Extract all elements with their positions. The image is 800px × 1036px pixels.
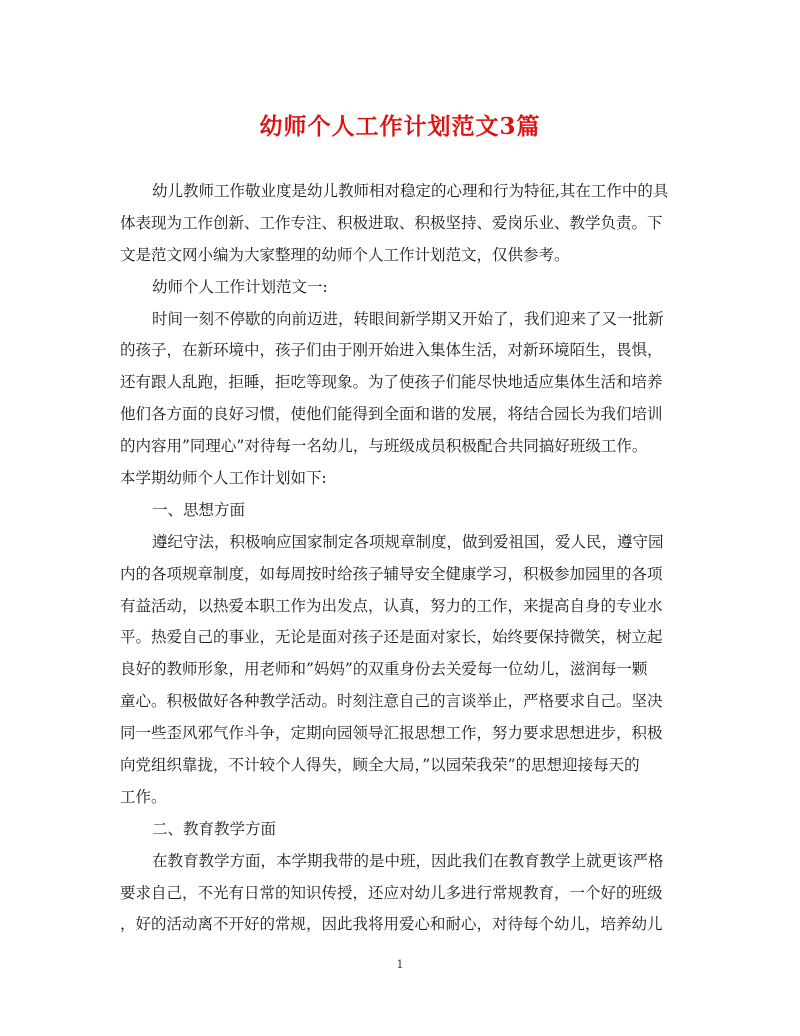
text-line: 体表现为工作创新、工作专注、积极进取、积极坚持、爱岗乐业、教学负责。下 [120, 213, 663, 232]
page-number: 1 [396, 958, 404, 971]
text-line: 有益活动，以热爱本职工作为出发点，认真，努力的工作，来提高自身的专业水 [120, 596, 663, 615]
text-line: 遵纪守法，积极响应国家制定各项规章制度，做到爱祖国，爱人民，遵守园 [152, 532, 664, 551]
section-heading: 一、思想方面 [152, 500, 246, 519]
text-line: 的孩子，在新环境中，孩子们由于刚开始进入集体生活，对新环境陌生，畏惧， [120, 341, 663, 360]
section-label: 幼师个人工作计划范文一: [152, 277, 328, 296]
text-line: 时间一刻不停歇的向前迈进，转眼间新学期又开始了，我们迎来了又一批新 [152, 309, 664, 328]
text-line: 文是范文网小编为大家整理的幼师个人工作计划范文，仅供参考。 [120, 245, 570, 264]
text-line: 向党组织靠拢，不计较个人得失，顾全大局，”以园荣我荣”的思想迎接每天的 [120, 756, 640, 775]
document-title: 幼师个人工作计划范文3篇 [259, 113, 541, 140]
text-line: 童心。积极做好各种教学活动。时刻注意自己的言谈举止，严格要求自己。坚决 [120, 692, 663, 711]
text-line: 他们各方面的良好习惯，使他们能得到全面和谐的发展，将结合园长为我们培训 [120, 405, 663, 424]
text-line: 工作。 [120, 787, 167, 806]
text-line: 在教育教学方面，本学期我带的是中班，因此我们在教育教学上就更该严格 [152, 851, 664, 870]
text-line: 本学期幼师个人工作计划如下: [120, 469, 327, 488]
text-line: 平。热爱自己的事业，无论是面对孩子还是面对家长，始终要保持微笑，树立起 [120, 628, 663, 647]
text-line: 的内容用”同理心”对待每一名幼儿，与班级成员积极配合共同搞好班级工作。 [120, 437, 648, 456]
text-line: 同一些歪风邪气作斗争，定期向园领导汇报思想工作，努力要求思想进步，积极 [120, 724, 663, 743]
text-line: ，好的活动离不开好的常规，因此我将用爱心和耐心，对待每个幼儿，培养幼儿 [120, 915, 663, 934]
text-line: 幼儿教师工作敬业度是幼儿教师相对稳定的心理和行为特征,其在工作中的具 [152, 182, 669, 200]
text-line: 良好的教师形象，用老师和”妈妈”的双重身份去关爱每一位幼儿，滋润每一颗 [120, 660, 648, 679]
document-body [120, 176, 684, 941]
text-line: 内的各项规章制度，如每周按时给孩子辅导安全健康学习，积极参加园里的各项 [120, 564, 663, 583]
text-line: 要求自己，不光有日常的知识传授，还应对幼儿多进行常规教育，一个好的班级 [120, 883, 663, 902]
text-line: 还有跟人乱跑，拒睡，拒吃等现象。为了使孩子们能尽快地适应集体生活和培养 [120, 373, 663, 392]
section-heading: 二、教育教学方面 [152, 819, 277, 838]
